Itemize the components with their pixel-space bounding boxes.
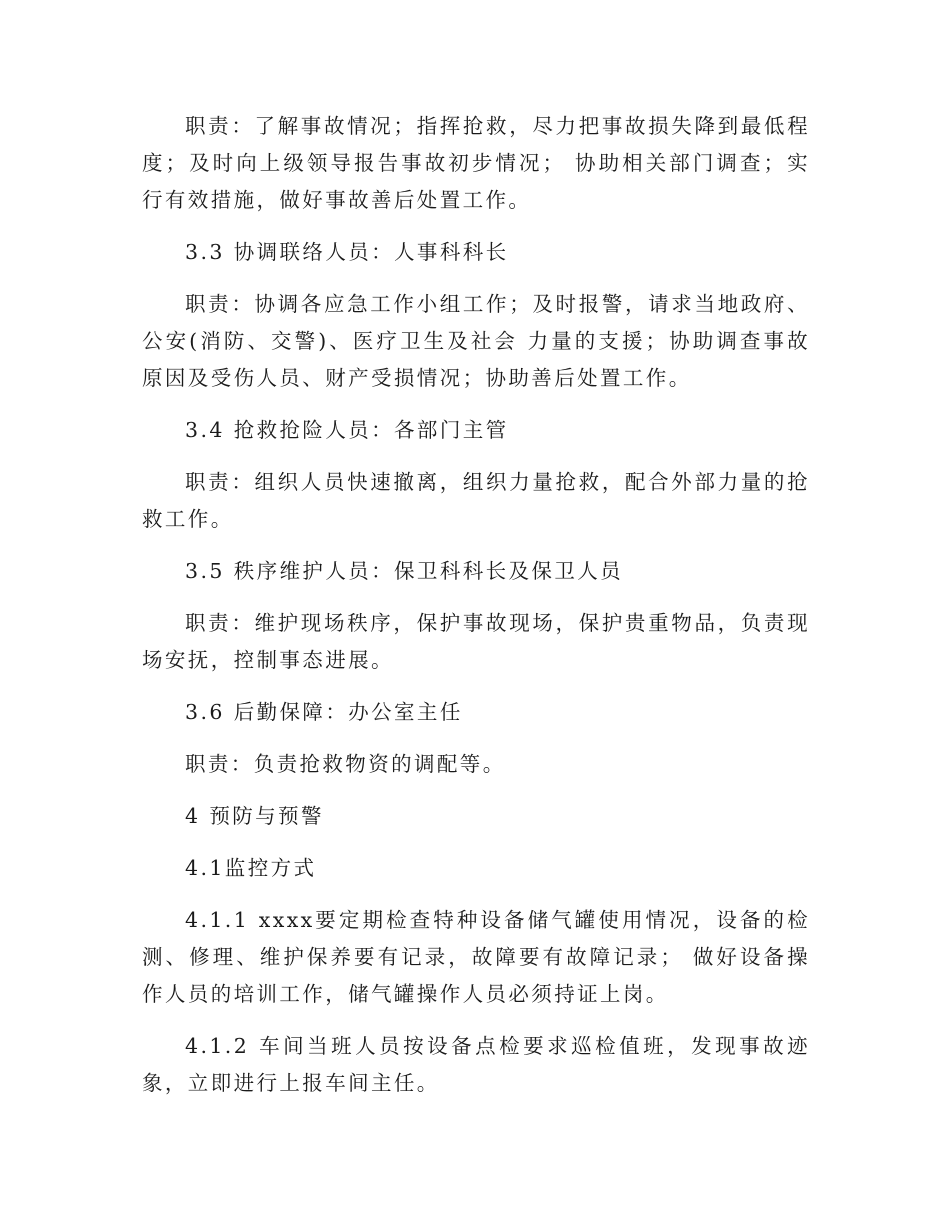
document-body [142,108,810,1117]
section-4-1-heading: 4.1监控方式 [185,856,317,880]
section-3-6-heading: 3.6 后勤保障：办公室主任 [185,700,463,724]
duty-logistics-paragraph: 职责：负责抢救物资的调配等。 [185,752,506,776]
duty-rescue-paragraph: 职责：组织人员快速撤离，组织力量抢救，配合外部力量的抢救工作。 [142,470,810,531]
section-4-1-1-paragraph: 4.1.1 xxxx要定期检查特种设备储气罐使用情况，设备的检测、修理、维护保养要有记录，故障要有故障记录； 做好设备操作人员的培训工作，储气罐操作人员必须持证上岗。 [142,908,810,1006]
duty-liaison-paragraph: 职责：协调各应急工作小组工作；及时报警，请求当地政府、公安(消防、交警)、医疗卫生及社会 力量的支援；协助调查事故原因及受伤人员、财产受损情况；协助善后处置工作。 [142,292,810,390]
section-4-heading: 4 预防与预警 [185,804,324,828]
section-3-4-heading: 3.4 抢救抢险人员：各部门主管 [185,418,509,442]
section-3-3-heading: 3.3 协调联络人员：人事科科长 [185,240,509,264]
section-4-1-2-paragraph: 4.1.2 车间当班人员按设备点检要求巡检值班，发现事故迹象，立即进行上报车间主任。 [142,1034,810,1095]
section-3-5-heading: 3.5 秩序维护人员：保卫科科长及保卫人员 [185,559,624,583]
duty-command-paragraph: 职责：了解事故情况；指挥抢救，尽力把事故损失降到最低程度；及时向上级领导报告事故初步情况； 协助相关部门调查；实行有效措施，做好事故善后处置工作。 [142,114,810,212]
duty-order-paragraph: 职责：维护现场秩序，保护事故现场，保护贵重物品，负责现场安抚，控制事态进展。 [142,611,810,672]
